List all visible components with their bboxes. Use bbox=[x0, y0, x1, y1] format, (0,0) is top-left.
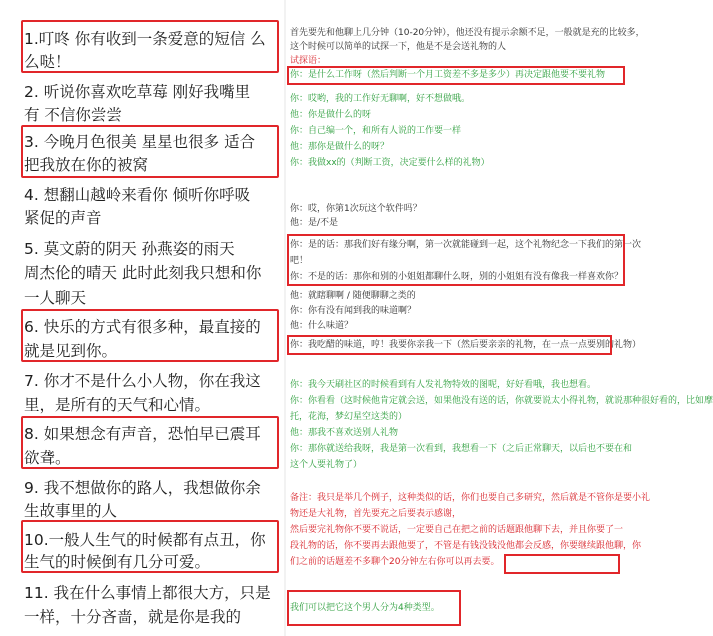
right-line: 吧！ bbox=[290, 256, 309, 266]
right-line: 他：那你是做什么的呀？ bbox=[290, 142, 390, 152]
left-line: 10.一般人生气的时候都有点丑，你 bbox=[24, 531, 266, 549]
highlight-box bbox=[287, 590, 461, 626]
right-line: 段礼物的话，你不要再去跟他要了，不管是有钱没钱没他都会反感，你要继续跟他聊，你 bbox=[290, 541, 642, 551]
right-line: 你：我做xx的（判断工资，决定要什么样的礼物） bbox=[290, 158, 490, 168]
right-line: 然后要完礼物你不要不说话，一定要自己在把之前的话题跟他聊下去，并且你要了一 bbox=[290, 525, 624, 535]
left-line: 一样，十分吝啬，就是你是我的 bbox=[24, 608, 242, 626]
left-line: 8. 如果想念有声音，恐怕早已震耳 bbox=[24, 425, 261, 443]
left-line: 里，是所有的天气和心情。 bbox=[24, 396, 211, 414]
right-line: 你：是什么工作呀（然后判断一个月工资差不多是多少）再决定跟他要不要礼物 bbox=[290, 70, 606, 80]
right-text-panel bbox=[286, 0, 713, 636]
right-line: 你：我吃醋的味道，哼！我要你亲我一下（然后要亲亲的礼物，在一点一点要别的礼物） bbox=[290, 340, 642, 350]
highlight-box bbox=[21, 309, 279, 362]
right-line: 他：就瞎聊啊 / 随便聊聊之类的 bbox=[290, 291, 416, 301]
right-line: 你：自己编一个，和所有人说的工作要一样 bbox=[290, 126, 462, 136]
right-line: 他：那我不喜欢送别人礼物 bbox=[290, 428, 399, 438]
left-line: 1.叮咚 你有收到一条爱意的短信 么 bbox=[24, 30, 266, 48]
highlight-box bbox=[287, 66, 625, 85]
right-line: 们之前的话题差不多聊个20分钟左右你可以再去要。 bbox=[290, 557, 500, 567]
left-line: 11. 我在什么事情上都很大方，只是 bbox=[24, 584, 271, 602]
right-line: 你：那你就送给我呀，我是第一次看到，我想看一下（之后正常聊天，以后也不要在和 bbox=[290, 444, 633, 454]
left-line: 么哒！ bbox=[24, 53, 71, 71]
right-line: 这个时候可以简单的试探一下，他是不是会送礼物的人 bbox=[290, 42, 507, 52]
left-line: 周杰伦的晴天 此时此刻我只想和你 bbox=[24, 264, 262, 282]
left-line: 3. 今晚月色很美 星星也很多 适合 bbox=[24, 133, 256, 151]
highlight-box bbox=[21, 125, 279, 178]
highlight-box bbox=[287, 335, 612, 355]
left-line: 生故事里的人 bbox=[24, 502, 118, 520]
right-line: 托，花海，梦幻星空这类的） bbox=[290, 412, 408, 422]
right-line: 你：我今天刷社区的时候看到有人发礼物特效的图呢，好好看哦，我也想看。 bbox=[290, 380, 597, 390]
left-line: 9. 我不想做你的路人，我想做你余 bbox=[24, 479, 261, 497]
highlight-box bbox=[21, 520, 279, 573]
right-line: 你：你有没有闻到我的味道啊？ bbox=[290, 306, 417, 316]
left-line: 6. 快乐的方式有很多种，最直接的 bbox=[24, 318, 261, 336]
right-line: 他：什么味道？ bbox=[290, 321, 354, 331]
left-line: 2. 听说你喜欢吃草莓 刚好我嘴里 bbox=[24, 83, 251, 101]
highlight-box bbox=[21, 20, 279, 73]
right-line: 你：哎，你第1次玩这个软件吗？ bbox=[290, 204, 422, 214]
right-line: 试探语： bbox=[290, 56, 327, 66]
left-line: 5. 莫文蔚的阴天 孙燕姿的雨天 bbox=[24, 240, 235, 258]
left-line: 4. 想翻山越岭来看你 倾听你呼吸 bbox=[24, 186, 251, 204]
left-line: 就是见到你。 bbox=[24, 342, 118, 360]
left-line: 7. 你才不是什么小人物，你在我这 bbox=[24, 372, 261, 390]
right-line: 你：哎哟，我的工作好无聊啊，好不想做哦。 bbox=[290, 94, 471, 104]
right-line: 你：不是的话：那你和别的小姐姐都聊什么呀，别的小姐姐有没有像我一样喜欢你？ bbox=[290, 272, 624, 282]
left-line: 紧促的声音 bbox=[24, 209, 102, 227]
right-line: 你：是的话：那我们好有缘分啊，第一次就能碰到一起，这个礼物纪念一下我们的第一次 bbox=[290, 240, 642, 250]
left-line: 一人聊天 bbox=[24, 289, 87, 307]
left-line: 生气的时候倒有几分可爱。 bbox=[24, 553, 211, 571]
left-line: 有 不信你尝尝 bbox=[24, 106, 122, 124]
right-line: 我们可以把它这个男人分为4种类型。 bbox=[290, 603, 440, 613]
right-line: 这个人要礼物了） bbox=[290, 460, 363, 470]
right-line: 备注：我只是举几个例子，这种类似的话，你们也要自己多研究，然后就是不管你是要小礼 bbox=[290, 493, 651, 503]
right-line: 物还是大礼物，首先要充之后要表示感谢， bbox=[290, 509, 462, 519]
highlight-box bbox=[504, 554, 620, 574]
left-text-panel bbox=[0, 0, 282, 636]
right-line: 他：是/不是 bbox=[290, 218, 339, 228]
left-line: 把我放在你的被窝 bbox=[24, 156, 149, 174]
right-line: 你：你看看（这时候他肯定就会送，如果他没有送的话，你就要说太小得礼物，就说那种很好看的，比如摩 bbox=[290, 396, 713, 406]
highlight-box bbox=[287, 234, 625, 286]
highlight-box bbox=[21, 416, 279, 469]
left-line: 欲聋。 bbox=[24, 449, 71, 467]
right-line: 首先要先和他聊上几分钟（10-20分钟），他还没有提示余额不足，一般就是充的比较多， bbox=[290, 28, 645, 38]
right-line: 他：你是做什么的呀 bbox=[290, 110, 372, 120]
